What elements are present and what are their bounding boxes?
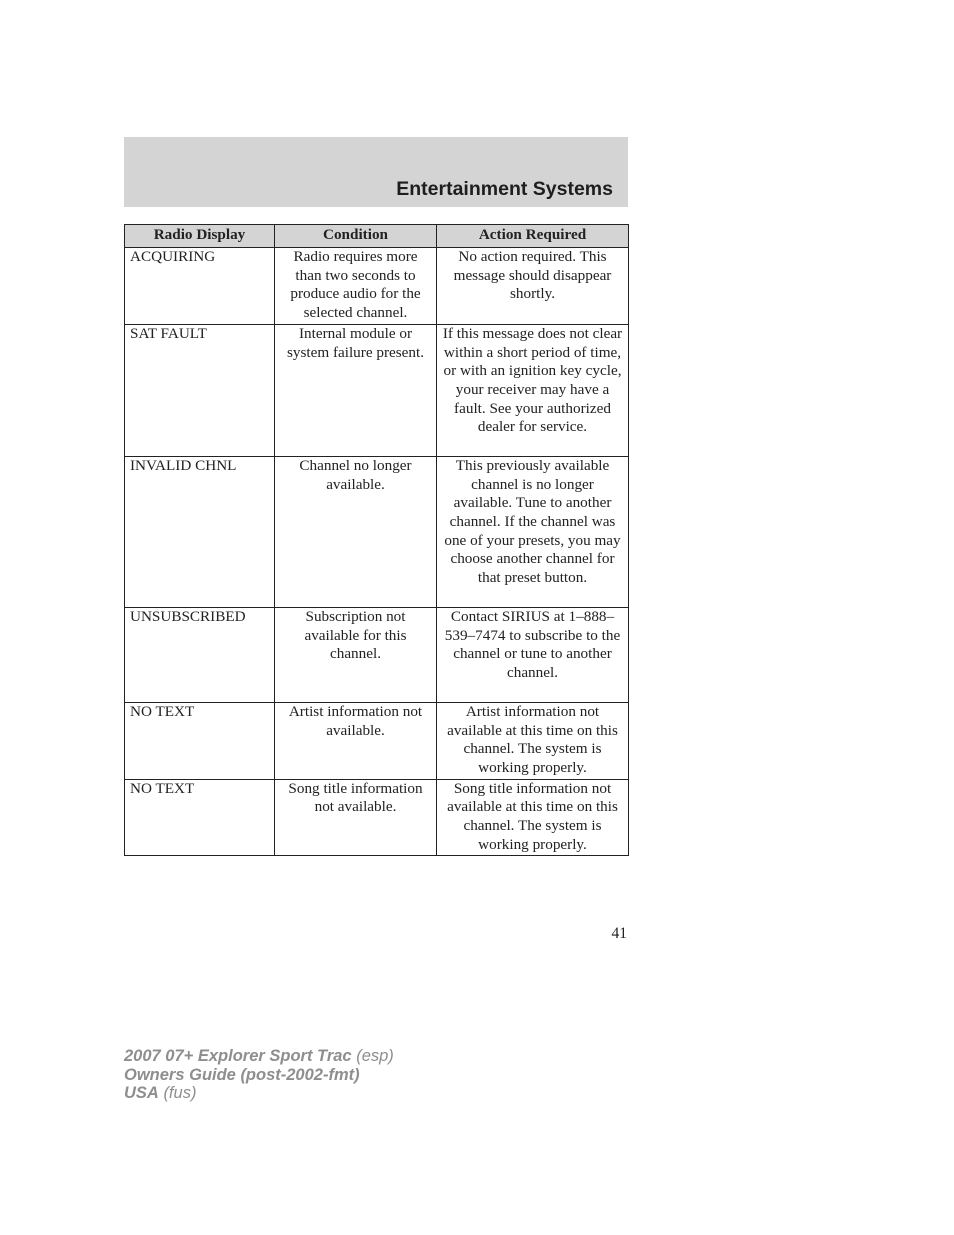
footer-line-3 <box>124 1084 394 1103</box>
footer-market: USA <box>124 1084 159 1103</box>
condition-cell: Channel no longer available. <box>275 456 437 607</box>
page-number: 41 <box>611 925 627 942</box>
table-row <box>125 324 629 456</box>
radio-display-cell: NO TEXT <box>125 779 275 856</box>
table-header-row <box>125 225 629 248</box>
table-row <box>125 779 629 856</box>
footer-market-code: (fus) <box>163 1084 197 1103</box>
column-header-action-required: Action Required <box>437 225 629 248</box>
condition-cell: Subscription not available for this channel. <box>275 607 437 702</box>
radio-display-cell: INVALID CHNL <box>125 456 275 607</box>
column-header-condition: Condition <box>275 225 437 248</box>
condition-cell: Song title information not available. <box>275 779 437 856</box>
section-title: Entertainment Systems <box>396 178 613 200</box>
radio-display-cell: SAT FAULT <box>125 324 275 456</box>
action-required-cell: This previously available channel is no longer available. Tune to another channel. If the channel was one of your presets, you may choose another channel for that preset button. <box>437 456 629 607</box>
action-required-cell: Song title information not available at this time on this channel. The system is working properly. <box>437 779 629 856</box>
radio-display-cell: ACQUIRING <box>125 248 275 325</box>
condition-cell: Artist information not available. <box>275 702 437 779</box>
column-header-radio-display: Radio Display <box>125 225 275 248</box>
table-row <box>125 607 629 702</box>
footer-line-2 <box>124 1066 394 1085</box>
table-row <box>125 248 629 325</box>
radio-display-cell: NO TEXT <box>125 702 275 779</box>
section-header-band <box>124 137 628 207</box>
document-footer <box>124 1047 394 1103</box>
radio-display-cell: UNSUBSCRIBED <box>125 607 275 702</box>
radio-display-table <box>124 224 629 856</box>
condition-cell: Radio requires more than two seconds to produce audio for the selected channel. <box>275 248 437 325</box>
action-required-cell: If this message does not clear within a short period of time, or with an ignition key cycle, your receiver may have a fault. See your authorized dealer for service. <box>437 324 629 456</box>
footer-vehicle-code: (esp) <box>356 1047 394 1065</box>
action-required-cell: No action required. This message should disappear shortly. <box>437 248 629 325</box>
table-row <box>125 456 629 607</box>
footer-line-1 <box>124 1047 394 1066</box>
footer-guide-format: Owners Guide (post-2002-fmt) <box>124 1065 360 1084</box>
condition-cell: Internal module or system failure present. <box>275 324 437 456</box>
footer-vehicle-model: 2007 07+ Explorer Sport Trac <box>124 1047 352 1065</box>
action-required-cell: Contact SIRIUS at 1–888–539–7474 to subscribe to the channel or tune to another channel. <box>437 607 629 702</box>
action-required-cell: Artist information not available at this time on this channel. The system is working properly. <box>437 702 629 779</box>
table-row <box>125 702 629 779</box>
